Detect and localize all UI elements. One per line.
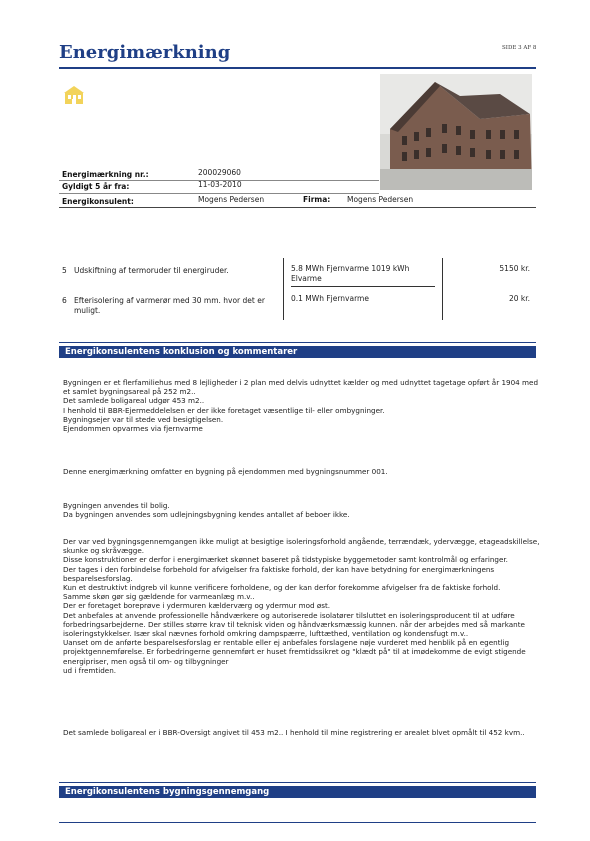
row-divider (291, 286, 435, 287)
section-rule (59, 342, 536, 343)
page-title: Energimærkning (59, 42, 231, 63)
building-photo (380, 74, 532, 190)
proposal-amount: 20 kr. (508, 294, 530, 303)
proposal-saving: 0.1 MWh Fjernvarme (291, 294, 369, 303)
paragraph-text: Bygningen anvendes til bolig. Da bygningen anvendes som udlejningsbygning kendes antallet af beboer ikke. (63, 501, 350, 520)
section-heading-text: Energikonsulentens konklusion og kommentarer (65, 347, 298, 357)
header-rule (59, 67, 536, 69)
value-valid-from: 11-03-2010 (198, 180, 242, 189)
row-divider (59, 207, 536, 208)
label-valid-from: Gyldigt 5 år fra: (62, 182, 130, 191)
label-consultant: Energikonsulent: (62, 197, 134, 206)
paragraph-text: Bygningen er et flerfamiliehus med 8 lejligheder i 2 plan med delvis udnyttet kælder og med udnyttet tagetage opført år 1904 med et samlet bygningsareal på 252 m2.. Det samlede boligareal udgør 453 m2.. I henhold til BBR-Ejermeddelelsen er der ikke foretaget væsentlige til- eller ombygninger. Bygningsejer var til stede ved besigtigelsen. Ejendommen opvarmes via fjernvarme (63, 378, 539, 434)
paragraph (63, 537, 543, 675)
energy-label-logo-icon (62, 84, 86, 106)
paragraph-text: Denne energimærkning omfatter en bygning på ejendommen med bygningsnummer 001. (63, 467, 388, 476)
value-firm: Mogens Pedersen (347, 195, 414, 204)
proposal-text: Udskiftning af termoruder til energiruder. (74, 266, 229, 275)
footer-rule (59, 822, 536, 823)
section-heading-conclusion (59, 346, 536, 358)
paragraph (63, 378, 543, 433)
label-number: Energimærkning nr.: (62, 170, 149, 179)
table-column-divider (283, 258, 284, 320)
paragraph (63, 501, 543, 519)
paragraph (63, 728, 543, 737)
value-number: 200029060 (198, 168, 241, 177)
proposal-text: Efterisolering af varmerør med 30 mm. hvor det er muligt. (74, 296, 265, 315)
section-heading-text: Energikonsulentens bygningsgennemgang (65, 787, 270, 797)
row-divider (59, 193, 379, 194)
value-consultant: Mogens Pedersen (198, 195, 265, 204)
label-firm: Firma: (303, 195, 331, 204)
table-column-divider (442, 258, 443, 320)
paragraph (63, 467, 543, 476)
paragraph-text: Det samlede boligareal er i BBR-Oversigt angivet til 453 m2.. I henhold til mine registrering er arealet blvet opmålt til 452 kvm.. (63, 728, 525, 737)
proposal-number: 5 (62, 266, 67, 275)
proposal-number: 6 (62, 296, 67, 305)
proposal-amount: 5150 kr. (499, 264, 530, 273)
paragraph-text: Der var ved bygningsgennemgangen ikke muligt at besigtige isoleringsforhold angående, terrændæk, ydervægge, etageadskillelse, skunke og skråvægge. Disse konstruktioner er derfor i energimærket skønnet baseret på tidstypiske byggemetoder samt kontrolmål og erfaringer. Der tages i den forbindelse forbehold for afvigelser fra faktiske forhold, der kan have betydning for energimærkningens besparelsesforslag. Kun et destruktivt indgreb vil kunne verificere forholdene, og der kan derfor forekomme afvigelser fra de faktiske forhold. Samme skøn gør sig gældende for varmeanlæg m.v.. Der er foretaget boreprøve i ydermuren kælderværg og ydermur mod øst. Det anbefales at anvende professionelle håndværkere og autoriserede isolatører tilsluttet en isoleringsproducent til at udføre forbedringsarbejderne. Der stilles større krav til teknisk viden og håndværksmæssig kunnen. når der arbejdes med så markante isoleringstykkelser. Især skal nævnes forhold omkring dampspærre, lufttæthed, ventilation og kondensfugt m.v.. Uanset om de anførte besparelsesforslag er rentable eller ej anbefales forslagene nøje vurderet med henblik på en egentlig projektgennemførelse. Er forbedringerne gennemført er huset fremtidssikret og "klædt på" til at imødekomme de evigt stigende energipriser, men også til om- og tilbygninger ud i fremtiden. (63, 537, 540, 675)
section-heading-building-review (59, 786, 536, 798)
page-indicator: SIDE 3 AF 8 (502, 45, 537, 51)
section-rule (59, 782, 536, 783)
proposal-saving: 5.8 MWh Fjernvarme 1019 kWh Elvarme (291, 264, 410, 283)
